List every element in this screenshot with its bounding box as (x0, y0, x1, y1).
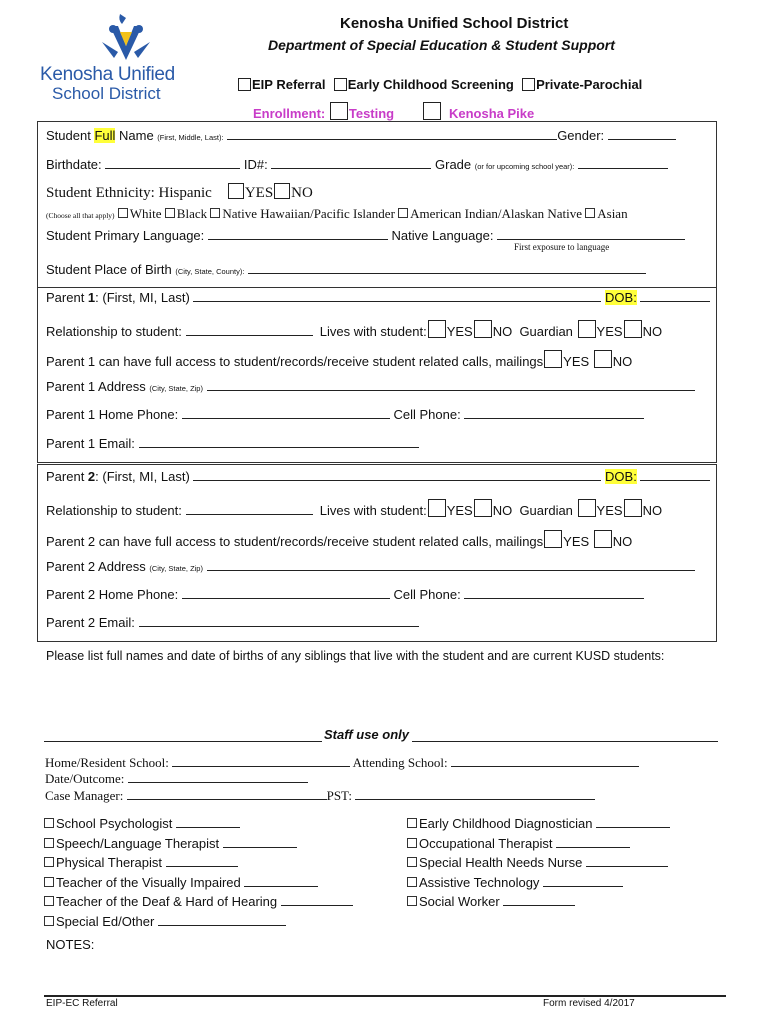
attending-school-label: Attending School: (352, 755, 448, 770)
parent1-guardian-no-label: NO (642, 324, 663, 339)
staff-item-field[interactable] (543, 876, 623, 887)
referral-type-options (237, 77, 642, 92)
staff-item-label: Early Childhood Diagnostician (419, 816, 593, 831)
parent2-access-no-label: NO (612, 534, 633, 549)
parent2-access-no-checkbox[interactable] (594, 530, 612, 548)
dept-title: Department of Special Education & Student Support (268, 37, 615, 53)
parent1-relationship-row (46, 320, 662, 339)
staff-item (44, 873, 353, 893)
logo-line2: School District (52, 84, 161, 103)
native-language-label: Native Language: (391, 228, 494, 243)
testing-label: Testing (348, 106, 395, 121)
parent1-lives-label: Lives with student: (319, 324, 427, 339)
staff-item-label: Speech/Language Therapist (56, 835, 220, 851)
parent2-address-field[interactable] (207, 560, 695, 571)
parent2-email-label: Parent 2 Email: (46, 615, 135, 630)
american-indian-label: American Indian/Alaskan Native (410, 206, 582, 221)
staff-item-field[interactable] (223, 837, 297, 848)
hispanic-yes-checkbox[interactable] (228, 183, 244, 199)
staff-item-field[interactable] (158, 915, 286, 926)
ethnicity-label: Student Ethnicity: Hispanic (46, 185, 212, 201)
date-outcome-label: Date/Outcome: (45, 771, 125, 786)
ethnicity-row (46, 183, 313, 202)
parent1-access-row (46, 350, 632, 369)
kenosha-pike-label: Kenosha Pike (448, 106, 535, 121)
staff-item (44, 912, 353, 932)
parent1-dob-label: DOB: (605, 290, 637, 305)
gender-field[interactable] (608, 129, 676, 140)
birthdate-field[interactable] (105, 158, 240, 169)
parent2-dob-field[interactable] (640, 470, 710, 481)
staff-item-field[interactable] (176, 817, 240, 828)
parent2-relationship-row (46, 499, 662, 518)
hispanic-yes-label: YES (244, 185, 274, 201)
staff-list-right (407, 814, 670, 912)
staff-item-label: Social Worker (419, 894, 500, 909)
staff-item-label: Assistive Technology (419, 874, 540, 890)
id-label: ID#: (243, 157, 268, 172)
staff-item-field[interactable] (596, 817, 670, 828)
physical-therapist-checkbox[interactable] (44, 857, 54, 867)
special-ed-other-checkbox[interactable] (44, 916, 54, 926)
staff-item-label: Occupational Therapist (419, 835, 553, 851)
parent1-access-no-checkbox[interactable] (594, 350, 612, 368)
parent1-guardian-yes-checkbox[interactable] (578, 320, 596, 338)
siblings-prompt: Please list full names and date of births of any siblings that live with the student and are current KUSD students: (46, 649, 665, 663)
footer-rule (44, 995, 726, 997)
parent1-lives-no-label: NO (492, 324, 513, 339)
assistive-technology-checkbox[interactable] (407, 877, 417, 887)
pob-hint: (City, State, County): (175, 267, 245, 276)
parent2-lives-no-checkbox[interactable] (474, 499, 492, 517)
parent2-email-row (46, 615, 419, 630)
pst-field[interactable] (355, 789, 595, 800)
student-name-row (46, 128, 676, 143)
parent2-access-label: Parent 2 can have full access to student/records/receive student related calls, mailings (46, 534, 544, 549)
staff-item-label: Teacher of the Visually Impaired (56, 874, 241, 890)
case-manager-field[interactable] (127, 789, 327, 800)
parent2-home-phone-field[interactable] (182, 588, 390, 599)
date-outcome-field[interactable] (128, 772, 308, 783)
parent1-guardian-label: Guardian (519, 324, 573, 339)
staff-item-field[interactable] (586, 856, 668, 867)
home-school-row (45, 755, 639, 771)
parent2-address-hint: (City, State, Zip) (149, 564, 203, 573)
pob-label: Student Place of Birth (46, 262, 172, 277)
parent1-label-a: Parent (46, 290, 88, 305)
parent2-relationship-field[interactable] (186, 504, 313, 515)
kenosha-pike-checkbox[interactable] (423, 102, 441, 120)
parent2-address-row (46, 559, 695, 574)
choose-hint: (Choose all that apply) (46, 211, 115, 220)
grade-field[interactable] (578, 158, 668, 169)
eip-referral-checkbox[interactable] (238, 78, 251, 91)
logo-line1: Kenosha Unified (40, 64, 175, 85)
parent1-lives-yes-checkbox[interactable] (428, 320, 446, 338)
parent2-relationship-label: Relationship to student: (46, 503, 182, 518)
district-logo (40, 12, 200, 102)
staff-divider-left (44, 741, 322, 742)
footer-right: Form revised 4/2017 (543, 998, 635, 1009)
school-psychologist-checkbox[interactable] (44, 818, 54, 828)
pst-label: PST: (326, 788, 352, 803)
white-label: White (129, 206, 162, 221)
parent1-name-row (46, 290, 710, 305)
white-checkbox[interactable] (118, 208, 128, 218)
enrollment-label: Enrollment: (253, 106, 326, 121)
parent1-dob-field[interactable] (640, 291, 710, 302)
parent2-guardian-no-label: NO (642, 503, 663, 518)
staff-item (407, 873, 670, 893)
parent1-email-field[interactable] (139, 437, 419, 448)
org-title: Kenosha Unified School District (340, 15, 569, 32)
parent1-relationship-label: Relationship to student: (46, 324, 182, 339)
native-hawaiian-checkbox[interactable] (210, 208, 220, 218)
parent1-email-label: Parent 1 Email: (46, 436, 135, 451)
parent1-relationship-field[interactable] (186, 325, 313, 336)
parent1-num: 1 (87, 290, 96, 305)
black-label: Black (176, 206, 208, 221)
parent2-email-field[interactable] (139, 616, 419, 627)
visually-impaired-checkbox[interactable] (44, 877, 54, 887)
staff-use-title: Staff use only (324, 727, 410, 742)
siblings-field[interactable] (46, 668, 716, 724)
id-field[interactable] (271, 158, 431, 169)
staff-item-field[interactable] (281, 895, 353, 906)
place-of-birth-row (46, 262, 646, 277)
parent1-phone-row (46, 407, 644, 422)
health-nurse-checkbox[interactable] (407, 857, 417, 867)
parent1-guardian-yes-label: YES (596, 324, 623, 339)
staff-item (44, 892, 353, 912)
staff-divider-right (412, 741, 718, 742)
staff-item (44, 814, 353, 834)
parent1-access-yes-label: YES (563, 354, 590, 369)
grade-hint: (or for upcoming school year): (474, 162, 575, 171)
staff-list-left (44, 814, 353, 931)
testing-checkbox[interactable] (330, 102, 348, 120)
grade-label: Grade (435, 157, 472, 172)
early-childhood-screening-label: Early Childhood Screening (347, 77, 514, 92)
case-manager-label: Case Manager: (45, 788, 124, 803)
pob-field[interactable] (248, 263, 646, 274)
black-checkbox[interactable] (165, 208, 175, 218)
home-school-label: Home/Resident School: (45, 755, 169, 770)
parent2-lives-yes-checkbox[interactable] (428, 499, 446, 517)
parent2-home-phone-label: Parent 2 Home Phone: (46, 587, 179, 602)
language-row (46, 228, 685, 243)
parent1-guardian-no-checkbox[interactable] (624, 320, 642, 338)
parent2-lives-yes-label: YES (446, 503, 473, 518)
parent1-lives-no-checkbox[interactable] (474, 320, 492, 338)
parent2-lives-label: Lives with student: (319, 503, 427, 518)
parent2-label-b: : (First, MI, Last) (95, 469, 190, 484)
parent2-access-row (46, 530, 632, 549)
parent1-label-b: : (First, MI, Last) (95, 290, 190, 305)
parent1-name-field[interactable] (193, 291, 601, 302)
private-parochial-checkbox[interactable] (522, 78, 535, 91)
eip-referral-label: EIP Referral (252, 77, 326, 92)
staff-item (407, 814, 670, 834)
primary-language-field[interactable] (208, 229, 388, 240)
first-exposure-hint: First exposure to language (514, 242, 610, 252)
parent1-email-row (46, 436, 419, 451)
speech-therapist-checkbox[interactable] (44, 838, 54, 848)
staff-item (407, 834, 670, 854)
birthdate-row (46, 157, 668, 172)
gender-label: Gender: (557, 128, 605, 143)
parent1-lives-yes-label: YES (446, 324, 473, 339)
deaf-hard-of-hearing-checkbox[interactable] (44, 896, 54, 906)
parent2-lives-no-label: NO (492, 503, 513, 518)
hispanic-no-label: NO (291, 185, 313, 201)
staff-item (407, 853, 670, 873)
parent1-access-yes-checkbox[interactable] (544, 350, 562, 368)
hispanic-no-checkbox[interactable] (274, 183, 290, 199)
student-name-label-b: Name (115, 128, 158, 143)
staff-item-field[interactable] (556, 837, 630, 848)
staff-item-label: Physical Therapist (56, 855, 162, 870)
parent2-dob-label: DOB: (605, 469, 637, 484)
staff-item (407, 892, 670, 912)
student-name-label-a: Student (46, 128, 95, 143)
notes-label: NOTES: (46, 937, 95, 952)
social-worker-checkbox[interactable] (407, 896, 417, 906)
student-name-field[interactable] (227, 129, 557, 140)
parent1-access-label: Parent 1 can have full access to student/records/receive student related calls, mailings (46, 354, 544, 369)
staff-item (44, 834, 353, 854)
occupational-therapist-checkbox[interactable] (407, 838, 417, 848)
private-parochial-label: Private-Parochial (536, 77, 643, 92)
native-hawaiian-label: Native Hawaiian/Pacific Islander (222, 206, 395, 221)
parent1-home-phone-label: Parent 1 Home Phone: (46, 407, 179, 422)
student-name-hint: (First, Middle, Last): (157, 133, 224, 142)
parent2-guardian-label: Guardian (519, 503, 573, 518)
parent2-phone-row (46, 587, 644, 602)
full-highlight: Full (94, 128, 116, 143)
ec-diagnostician-checkbox[interactable] (407, 818, 417, 828)
parent2-label-a: Parent (46, 469, 88, 484)
parent2-guardian-yes-label: YES (596, 503, 623, 518)
enrollment-options (253, 102, 534, 121)
parent2-address-label: Parent 2 Address (46, 559, 146, 574)
primary-language-label: Student Primary Language: (46, 228, 205, 243)
parent1-home-phone-field[interactable] (182, 408, 390, 419)
parent2-access-yes-checkbox[interactable] (544, 530, 562, 548)
american-indian-checkbox[interactable] (398, 208, 408, 218)
case-manager-row (45, 788, 595, 804)
parent1-address-hint: (City, State, Zip) (149, 384, 203, 393)
staff-item-field[interactable] (503, 895, 575, 906)
asian-checkbox[interactable] (585, 208, 595, 218)
early-childhood-screening-checkbox[interactable] (334, 78, 347, 91)
race-row (46, 206, 628, 222)
parent2-cell-label: Cell Phone: (393, 587, 461, 602)
staff-item-label: School Psychologist (56, 816, 173, 831)
staff-item-label: Special Ed/Other (56, 913, 155, 929)
parent2-guardian-yes-checkbox[interactable] (578, 499, 596, 517)
staff-item-label: Special Health Needs Nurse (419, 855, 583, 870)
parent2-cell-field[interactable] (464, 588, 644, 599)
native-language-field[interactable] (497, 229, 685, 240)
parent1-cell-label: Cell Phone: (393, 407, 461, 422)
parent2-name-field[interactable] (193, 470, 601, 481)
staff-item-field[interactable] (244, 876, 318, 887)
logo-figures-icon (96, 12, 156, 68)
attending-school-field[interactable] (451, 756, 639, 767)
date-outcome-row (45, 771, 308, 787)
staff-item-label: Teacher of the Deaf & Hard of Hearing (56, 894, 278, 909)
parent1-access-no-label: NO (612, 354, 633, 369)
parent1-cell-field[interactable] (464, 408, 644, 419)
parent1-address-label: Parent 1 Address (46, 379, 146, 394)
parent2-access-yes-label: YES (563, 534, 590, 549)
parent2-guardian-no-checkbox[interactable] (624, 499, 642, 517)
notes-field[interactable] (46, 956, 716, 990)
parent2-name-row (46, 469, 710, 484)
footer-left: EIP-EC Referral (46, 998, 118, 1009)
staff-item-field[interactable] (166, 856, 238, 867)
birthdate-label: Birthdate: (46, 157, 102, 172)
parent2-num: 2 (87, 469, 96, 484)
asian-label: Asian (597, 206, 628, 221)
parent1-address-row (46, 379, 695, 394)
staff-item (44, 853, 353, 873)
home-school-field[interactable] (172, 756, 350, 767)
parent1-address-field[interactable] (207, 380, 695, 391)
